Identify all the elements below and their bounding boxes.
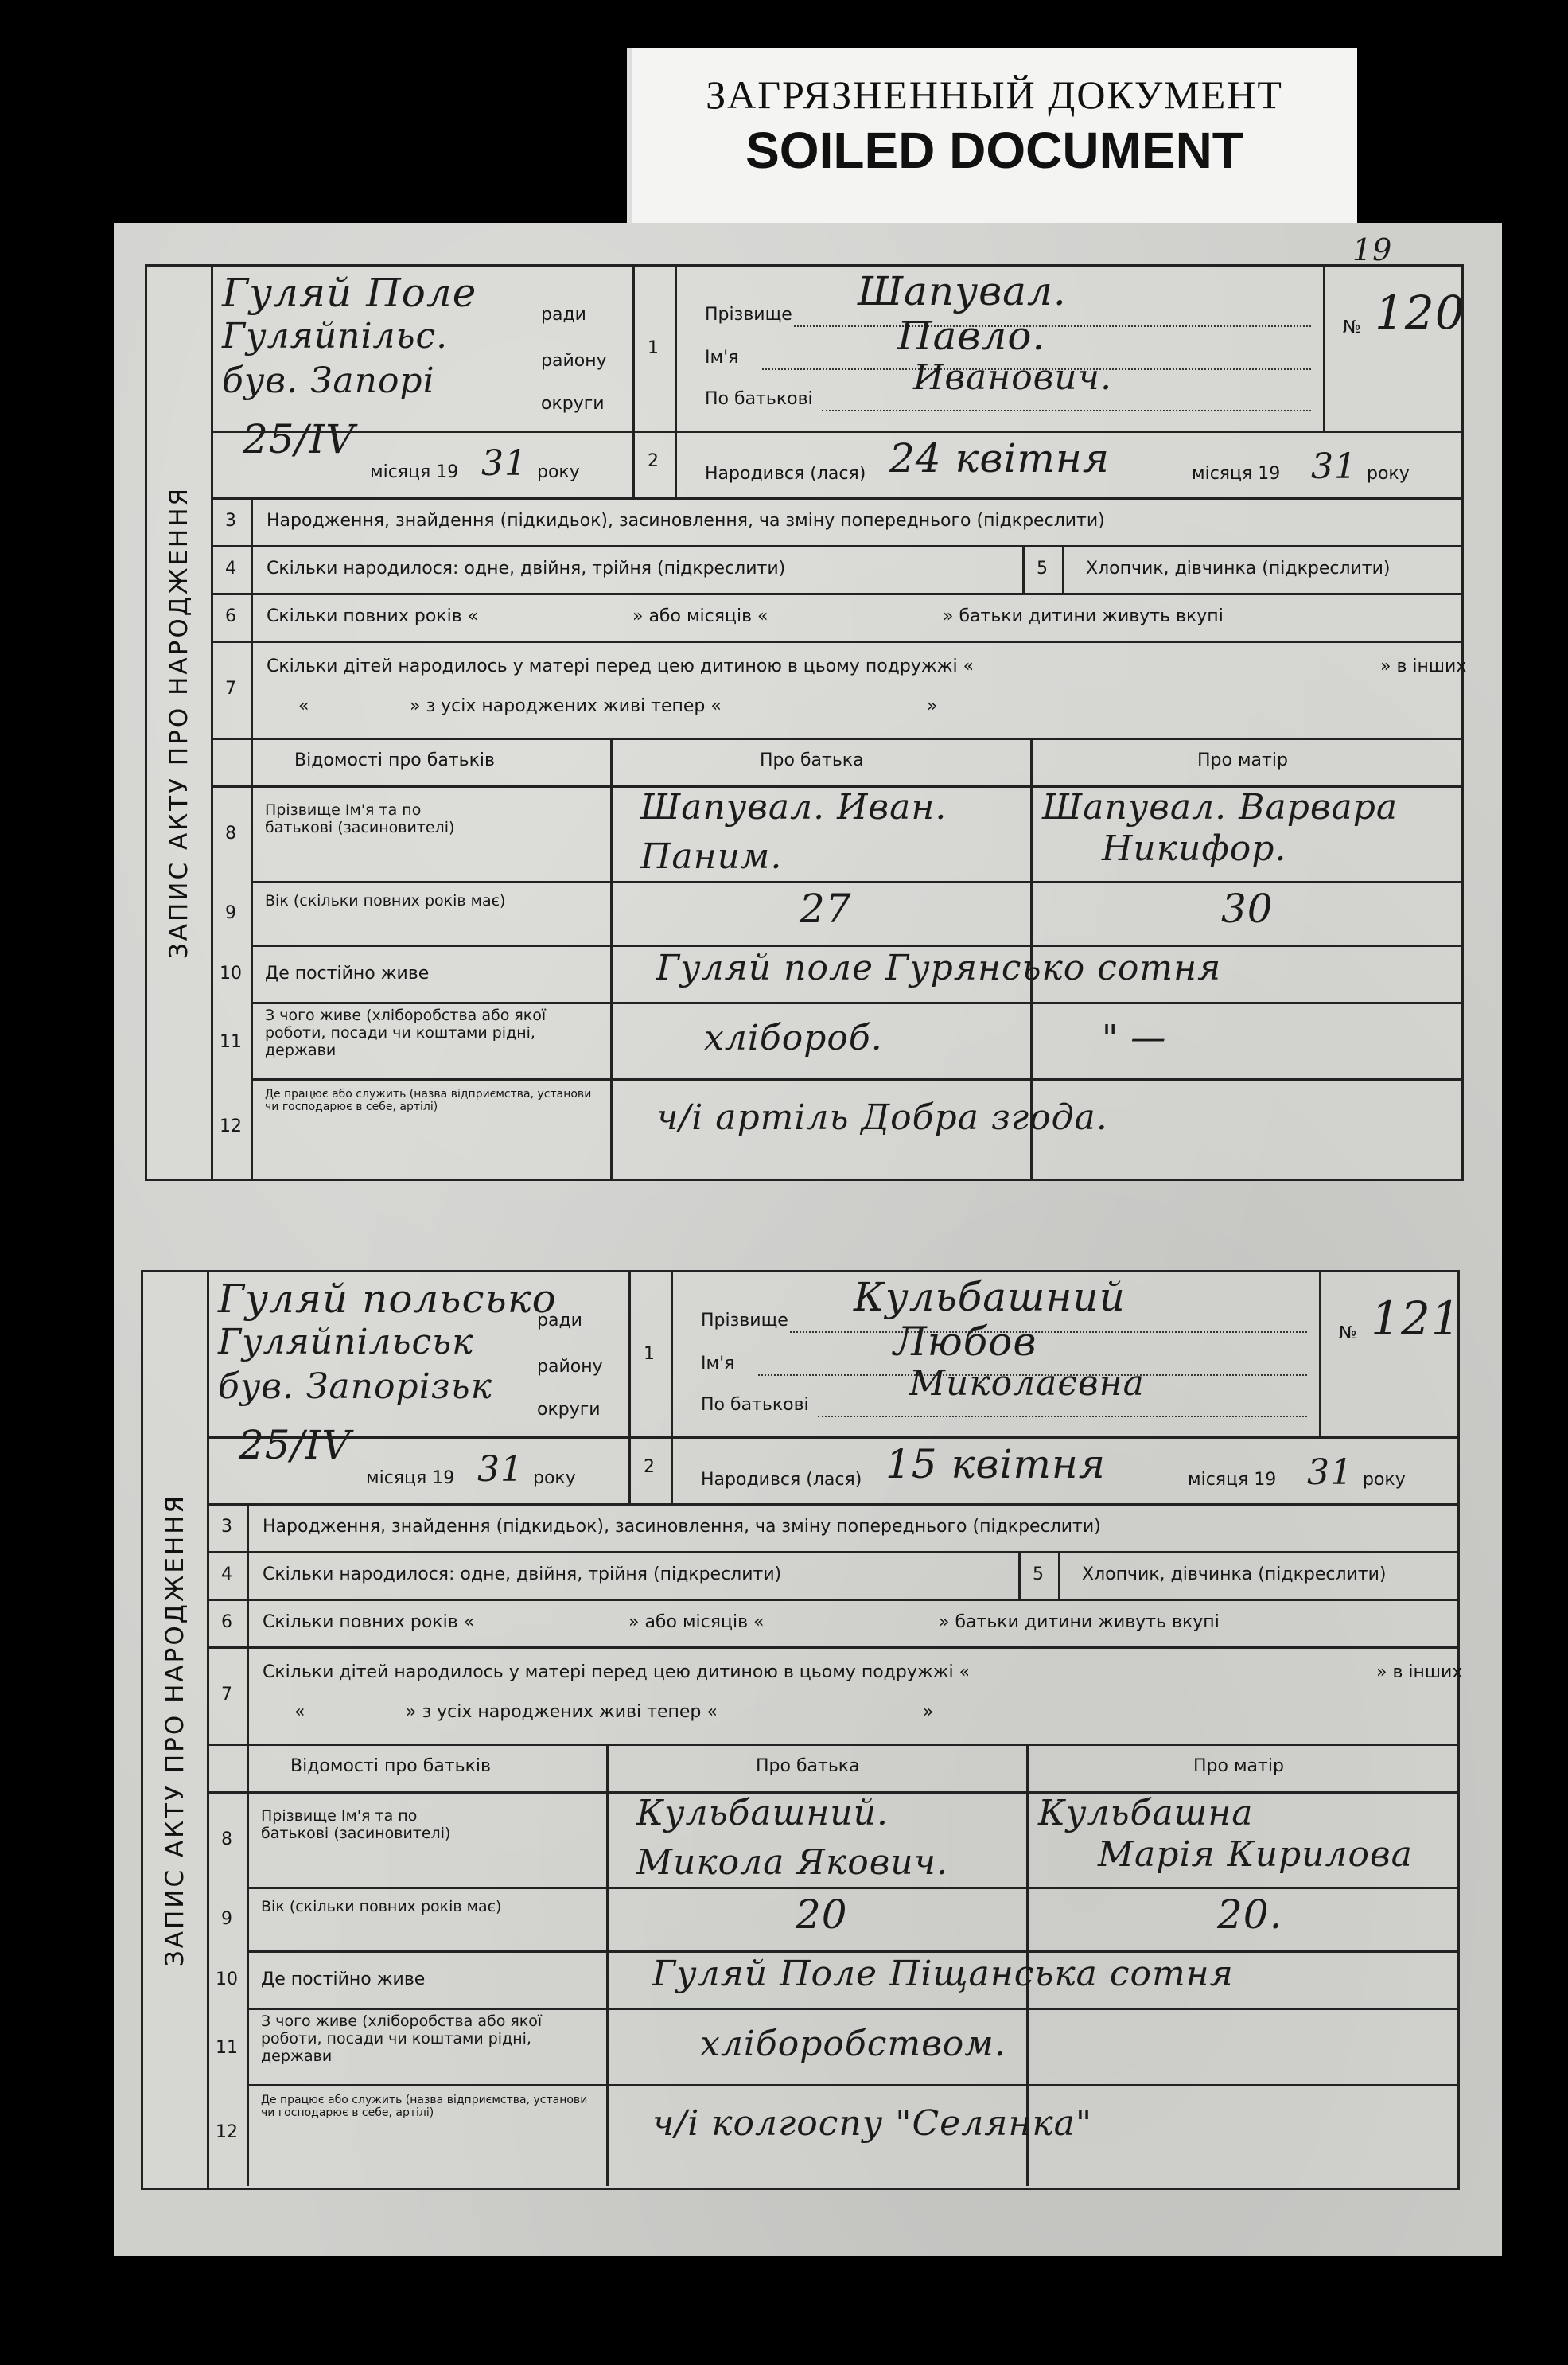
registration-place-cell <box>207 1272 631 1503</box>
workplace: ч/і артіль Добра згода. <box>656 1097 1108 1138</box>
num-11: 11 <box>220 1032 242 1052</box>
father-header: Про батька <box>760 750 864 770</box>
reg-month-label: місяця 19 <box>366 1468 455 1488</box>
birth-day: 24 квітня <box>889 435 1110 481</box>
label-ru: ЗАГРЯЗНЕННЫЙ ДОКУМЕНТ <box>706 72 1283 117</box>
num-6: 6 <box>225 606 236 626</box>
record-number-label: № <box>1339 1323 1357 1343</box>
father-name-1: Кульбашний. <box>636 1793 889 1833</box>
child-name: Любов <box>893 1319 1037 1365</box>
row8-text: Прізвище Ім'я та по батькові (засиновителі) <box>265 801 455 836</box>
mother-name-1: Шапувал. Варвара <box>1042 787 1399 828</box>
row7-part5: » <box>927 696 938 716</box>
child-name-cell <box>671 1272 1461 1503</box>
father-name-2: Паним. <box>640 836 783 877</box>
row4-text: Скільки народилося: одне, двійня, трійня (підкреслити) <box>267 559 786 579</box>
label-en: SOILED DOCUMENT <box>745 122 1243 179</box>
child-patronymic: Иванович. <box>913 357 1112 398</box>
birth-month-label: місяця 19 <box>1188 1470 1277 1490</box>
mother-name-2: Никифор. <box>1102 828 1287 869</box>
mother-age: 30 <box>1221 886 1274 932</box>
place-line1: Гуляй польсько <box>218 1276 557 1322</box>
row3-text: Народження, знайдення (підкидьок), засиновлення, ча зміну попереднього (підкреслити) <box>267 511 1105 531</box>
side-title-cell <box>143 1272 209 2188</box>
row11-text: З чого живе (хліборобства або якої роботи, посади чи коштами рідні, держави <box>265 1007 547 1059</box>
num-6: 6 <box>221 1612 232 1632</box>
born-label: Народився (лася) <box>705 464 866 484</box>
father-age: 27 <box>800 886 852 932</box>
name-label: Ім'я <box>701 1354 735 1373</box>
num-5: 5 <box>1033 1564 1044 1584</box>
row12-text: Де працює або служить (назва відприємства, установи чи господарює в себе, артілі) <box>261 2094 588 2119</box>
record-body <box>211 267 1467 1179</box>
father-age: 20 <box>796 1892 848 1938</box>
birth-record-121 <box>141 1270 1463 2190</box>
parents-header: Відомості про батьків <box>294 750 495 770</box>
registration-date: 25/IV <box>243 416 356 462</box>
row3-text: Народження, знайдення (підкидьок), засиновлення, ча зміну попереднього (підкреслити) <box>263 1517 1101 1537</box>
record-number: 120 <box>1375 286 1465 340</box>
patronymic-label: По батькові <box>705 389 813 409</box>
num-4: 4 <box>225 559 236 579</box>
row7-part4: » з усіх народжених живі тепер « <box>406 1702 718 1722</box>
row7-part2: » в інших <box>1380 657 1467 676</box>
registration-place-cell <box>211 267 635 497</box>
row7-part5: » <box>923 1702 934 1722</box>
mother-header: Про матір <box>1193 1756 1284 1776</box>
header-num-cell <box>631 1272 673 1503</box>
birth-year: 31 <box>1311 446 1357 487</box>
num-5: 5 <box>1037 559 1048 579</box>
registration-date: 25/IV <box>239 1422 352 1468</box>
residence: Гуляй Поле Піщанська сотня <box>652 1954 1234 1994</box>
parents-header: Відомості про батьків <box>290 1756 491 1776</box>
num-1: 1 <box>648 338 659 358</box>
father-name-2: Микола Якович. <box>636 1842 948 1883</box>
num-8: 8 <box>221 1829 232 1849</box>
reg-year-label: року <box>533 1468 576 1488</box>
record-number-label: № <box>1343 318 1361 337</box>
row6-part3: » батьки дитини живуть вкупі <box>943 606 1224 626</box>
place-line2: Гуляйпільс. <box>222 316 449 357</box>
num-11: 11 <box>216 2038 238 2058</box>
page-number: 19 <box>1352 232 1393 267</box>
row7-part2: » в інших <box>1376 1662 1463 1682</box>
row10-text: Де постійно живе <box>265 964 430 984</box>
child-name-cell <box>675 267 1465 497</box>
row11-text: З чого живе (хліборобства або якої роботи, посади чи коштами рідні, держави <box>261 2012 543 2065</box>
okrug-label: округи <box>537 1400 601 1420</box>
reg-year-label: року <box>537 462 580 482</box>
num-9: 9 <box>225 903 236 923</box>
surname-label: Прізвище <box>705 305 792 325</box>
place-line2: Гуляйпільськ <box>218 1322 474 1362</box>
num-12: 12 <box>216 2122 238 2142</box>
num-1: 1 <box>644 1344 655 1364</box>
soiled-document-label <box>627 48 1357 224</box>
birth-day: 15 квітня <box>885 1441 1106 1487</box>
row6-part1: Скільки повних років « <box>263 1612 475 1632</box>
birth-year-label: року <box>1367 464 1410 484</box>
row7-part1: Скільки дітей народилось у матері перед цею дитиною в цьому подружжі « <box>263 1662 971 1682</box>
child-surname: Шапувал. <box>858 268 1067 314</box>
num-2: 2 <box>644 1457 655 1477</box>
row7-part3: « <box>298 696 309 716</box>
livelihood: хліборобством. <box>700 2024 1006 2064</box>
num-3: 3 <box>221 1517 232 1537</box>
birth-record-120 <box>145 264 1467 1181</box>
rada-label: ради <box>537 1311 582 1331</box>
num-12: 12 <box>220 1116 242 1136</box>
birth-month-label: місяця 19 <box>1192 464 1281 484</box>
mother-header: Про матір <box>1197 750 1288 770</box>
row6-part1: Скільки повних років « <box>267 606 479 626</box>
num-2: 2 <box>648 451 659 471</box>
num-8: 8 <box>225 824 236 844</box>
header-row <box>211 267 1465 500</box>
header-num-cell <box>635 267 677 497</box>
num-3: 3 <box>225 511 236 531</box>
surname-label: Прізвище <box>701 1311 788 1331</box>
row7-part4: » з усіх народжених живі тепер « <box>410 696 722 716</box>
raion-label: району <box>537 1357 603 1377</box>
side-title: ЗАПИС АКТУ ПРО НАРОДЖЕННЯ <box>165 485 193 960</box>
place-line3: був. Запорізьк <box>218 1366 492 1407</box>
registration-year: 31 <box>477 1449 523 1490</box>
side-title-cell <box>147 267 213 1179</box>
num-7: 7 <box>225 679 236 699</box>
row6-part2: » або місяців « <box>632 606 768 626</box>
born-label: Народився (лася) <box>701 1470 862 1490</box>
row6-part3: » батьки дитини живуть вкупі <box>939 1612 1220 1632</box>
mother-age: 20. <box>1217 1892 1283 1938</box>
raion-label: району <box>541 351 607 371</box>
child-name: Павло. <box>897 313 1046 359</box>
birth-year-label: року <box>1363 1470 1406 1490</box>
name-label: Ім'я <box>705 348 739 368</box>
num-7: 7 <box>221 1685 232 1705</box>
father-header: Про батька <box>756 1756 860 1776</box>
father-name-1: Шапувал. Иван. <box>640 787 947 828</box>
row6-part2: » або місяців « <box>628 1612 765 1632</box>
place-line1: Гуляй Поле <box>222 270 477 316</box>
row10-text: Де постійно живе <box>261 1970 426 1989</box>
child-patronymic: Миколаєвна <box>909 1363 1145 1404</box>
row7-part1: Скільки дітей народилось у матері перед цею дитиною в цьому подружжі « <box>267 657 975 676</box>
registration-year: 31 <box>481 443 527 484</box>
row9-text: Вік (скільки повних років має) <box>261 1898 502 1915</box>
rada-label: ради <box>541 305 586 325</box>
row5-text: Хлопчик, дівчинка (підкреслити) <box>1082 1564 1387 1584</box>
child-surname: Кульбашний <box>854 1274 1126 1320</box>
livelihood: хлібороб. <box>704 1018 883 1058</box>
header-row <box>207 1272 1461 1506</box>
row7-part3: « <box>294 1702 305 1722</box>
num-10: 10 <box>216 1970 238 1989</box>
num-10: 10 <box>220 964 242 984</box>
row12-text: Де працює або служить (назва відприємства, установи чи господарює в себе, артілі) <box>265 1088 592 1113</box>
residence: Гуляй поле Гурянсько сотня <box>656 948 1222 988</box>
reg-month-label: місяця 19 <box>370 462 459 482</box>
okrug-label: округи <box>541 394 605 414</box>
side-title: ЗАПИС АКТУ ПРО НАРОДЖЕННЯ <box>161 1493 189 1967</box>
patronymic-label: По батькові <box>701 1395 809 1415</box>
row9-text: Вік (скільки повних років має) <box>265 892 506 910</box>
row8-text: Прізвище Ім'я та по батькові (засиновителі) <box>261 1807 451 1842</box>
place-line3: був. Запорі <box>222 360 435 401</box>
num-4: 4 <box>221 1564 232 1584</box>
mother-name-2: Марія Кирилова <box>1098 1834 1413 1875</box>
row4-text: Скільки народилося: одне, двійня, трійня (підкреслити) <box>263 1564 782 1584</box>
record-body <box>207 1272 1463 2188</box>
birth-year: 31 <box>1307 1452 1353 1493</box>
row5-text: Хлопчик, дівчинка (підкреслити) <box>1086 559 1391 579</box>
livelihood-mother: " — <box>1102 1018 1167 1058</box>
num-9: 9 <box>221 1909 232 1929</box>
workplace: ч/і колгоспу "Селянка" <box>652 2103 1093 2144</box>
record-number: 121 <box>1371 1292 1461 1346</box>
mother-name-1: Кульбашна <box>1038 1793 1254 1833</box>
